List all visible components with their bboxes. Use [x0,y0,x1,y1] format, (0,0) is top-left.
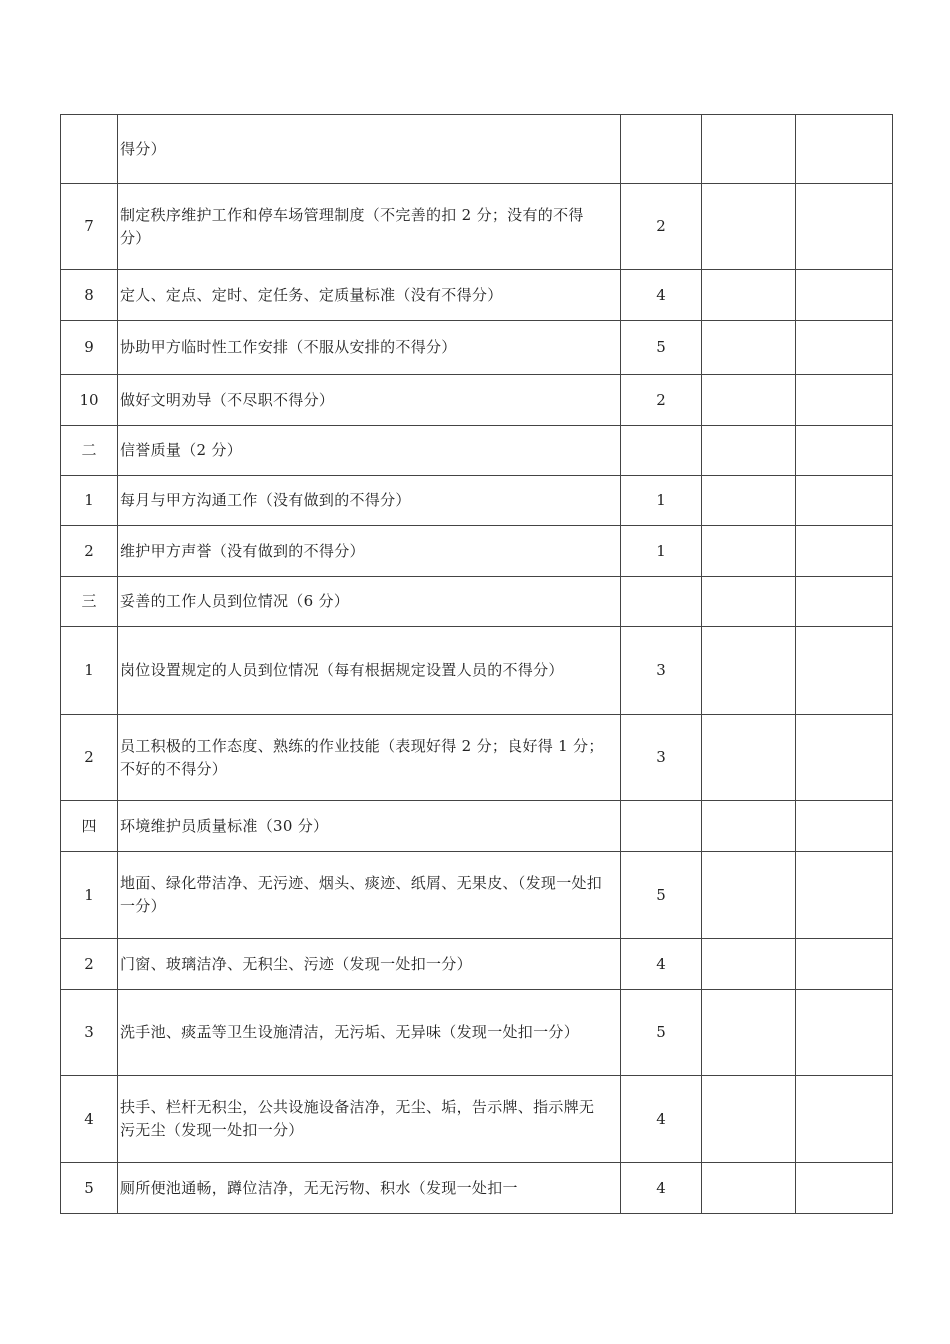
empty-cell [796,476,893,526]
table-row [61,375,893,426]
empty-cell [796,321,893,375]
empty-cell [702,801,796,852]
empty-cell [702,1163,796,1214]
table-row [61,939,893,990]
row-number: 10 [61,375,118,426]
row-score [621,115,702,184]
row-item: 得分） [120,139,166,158]
row-item: 维护甲方声誉（没有做到的不得分） [120,541,365,560]
score-table [60,114,893,1214]
empty-cell [796,939,893,990]
section-title: 环境维护员质量标准（30 分） [120,816,329,835]
row-score [621,801,702,852]
table-row [61,1163,893,1214]
empty-cell [796,715,893,801]
row-score: 5 [621,852,702,939]
row-item: 员工积极的工作态度、熟练的作业技能（表现好得 2 分；良好得 1 分；不好的不得分） [120,736,604,778]
row-number: 5 [61,1163,118,1214]
table-row [61,115,893,184]
row-score: 4 [621,1076,702,1163]
table-row [61,426,893,476]
section-number: 四 [61,801,118,852]
section-number: 三 [61,577,118,627]
empty-cell [702,715,796,801]
empty-cell [796,990,893,1076]
row-item: 地面、绿化带洁净、无污迹、烟头、痰迹、纸屑、无果皮、（发现一处扣一分） [120,874,603,915]
table-row [61,990,893,1076]
row-score: 2 [621,375,702,426]
row-number: 1 [61,476,118,526]
table-row [61,526,893,577]
row-number: 2 [61,715,118,801]
empty-cell [702,577,796,627]
empty-cell [702,526,796,577]
empty-cell [702,1076,796,1163]
row-score [621,426,702,476]
row-item: 做好文明劝导（不尽职不得分） [120,390,335,409]
empty-cell [702,939,796,990]
row-item: 协助甲方临时性工作安排（不服从安排的不得分） [120,338,457,356]
empty-cell [702,375,796,426]
empty-cell [796,852,893,939]
empty-cell [702,990,796,1076]
row-score: 1 [621,476,702,526]
row-item: 每月与甲方沟通工作（没有做到的不得分） [120,491,411,509]
table-row [61,1076,893,1163]
row-score: 5 [621,990,702,1076]
row-score: 5 [621,321,702,375]
row-item: 岗位设置规定的人员到位情况（每有根据规定设置人员的不得分） [120,661,564,679]
row-number: 4 [61,1076,118,1163]
row-number: 7 [61,184,118,270]
row-score: 1 [621,526,702,577]
empty-cell [796,375,893,426]
row-score: 3 [621,715,702,801]
empty-cell [796,426,893,476]
row-item: 门窗、玻璃洁净、无积尘、污迹（发现一处扣一分） [120,954,472,973]
empty-cell [796,526,893,577]
row-number: 3 [61,990,118,1076]
empty-cell [702,627,796,715]
row-score: 4 [621,939,702,990]
empty-cell [702,321,796,375]
table-row [61,801,893,852]
empty-cell [796,184,893,270]
row-item: 定人、定点、定时、定任务、定质量标准（没有不得分） [120,285,503,304]
table-row [61,627,893,715]
row-score: 4 [621,270,702,321]
table-row [61,184,893,270]
table-row [61,577,893,627]
row-number: 1 [61,627,118,715]
row-score [621,577,702,627]
row-number: 8 [61,270,118,321]
empty-cell [796,1076,893,1163]
row-number: 1 [61,852,118,939]
empty-cell [796,270,893,321]
empty-cell [796,627,893,715]
row-number: 2 [61,939,118,990]
empty-cell [796,577,893,627]
row-number: 2 [61,526,118,577]
row-score: 2 [621,184,702,270]
row-score: 3 [621,627,702,715]
section-title: 信誉质量（2 分） [120,441,243,459]
empty-cell [702,115,796,184]
section-number: 二 [61,426,118,476]
empty-cell [796,115,893,184]
empty-cell [702,270,796,321]
table-row [61,321,893,375]
empty-cell [702,476,796,526]
table-row [61,852,893,939]
row-number: 9 [61,321,118,375]
table-row [61,476,893,526]
empty-cell [702,184,796,270]
row-score: 4 [621,1163,702,1214]
empty-cell [702,426,796,476]
table-row [61,715,893,801]
empty-cell [796,1163,893,1214]
empty-cell [796,801,893,852]
table-row [61,270,893,321]
section-title: 妥善的工作人员到位情况（6 分） [120,592,350,610]
row-item: 厕所便池通畅，蹲位洁净，无无污物、积水（发现一处扣一 [120,1178,518,1197]
row-item: 制定秩序维护工作和停车场管理制度（不完善的扣 2 分；没有的不得分） [120,205,584,247]
empty-cell [702,852,796,939]
row-item: 洗手池、痰盂等卫生设施清洁，无污垢、无异味（发现一处扣一分） [120,1023,580,1041]
row-number [61,115,118,184]
row-item: 扶手、栏杆无积尘，公共设施设备洁净，无尘、垢，告示牌、指示牌无污无尘（发现一处扣一分） [120,1098,595,1139]
